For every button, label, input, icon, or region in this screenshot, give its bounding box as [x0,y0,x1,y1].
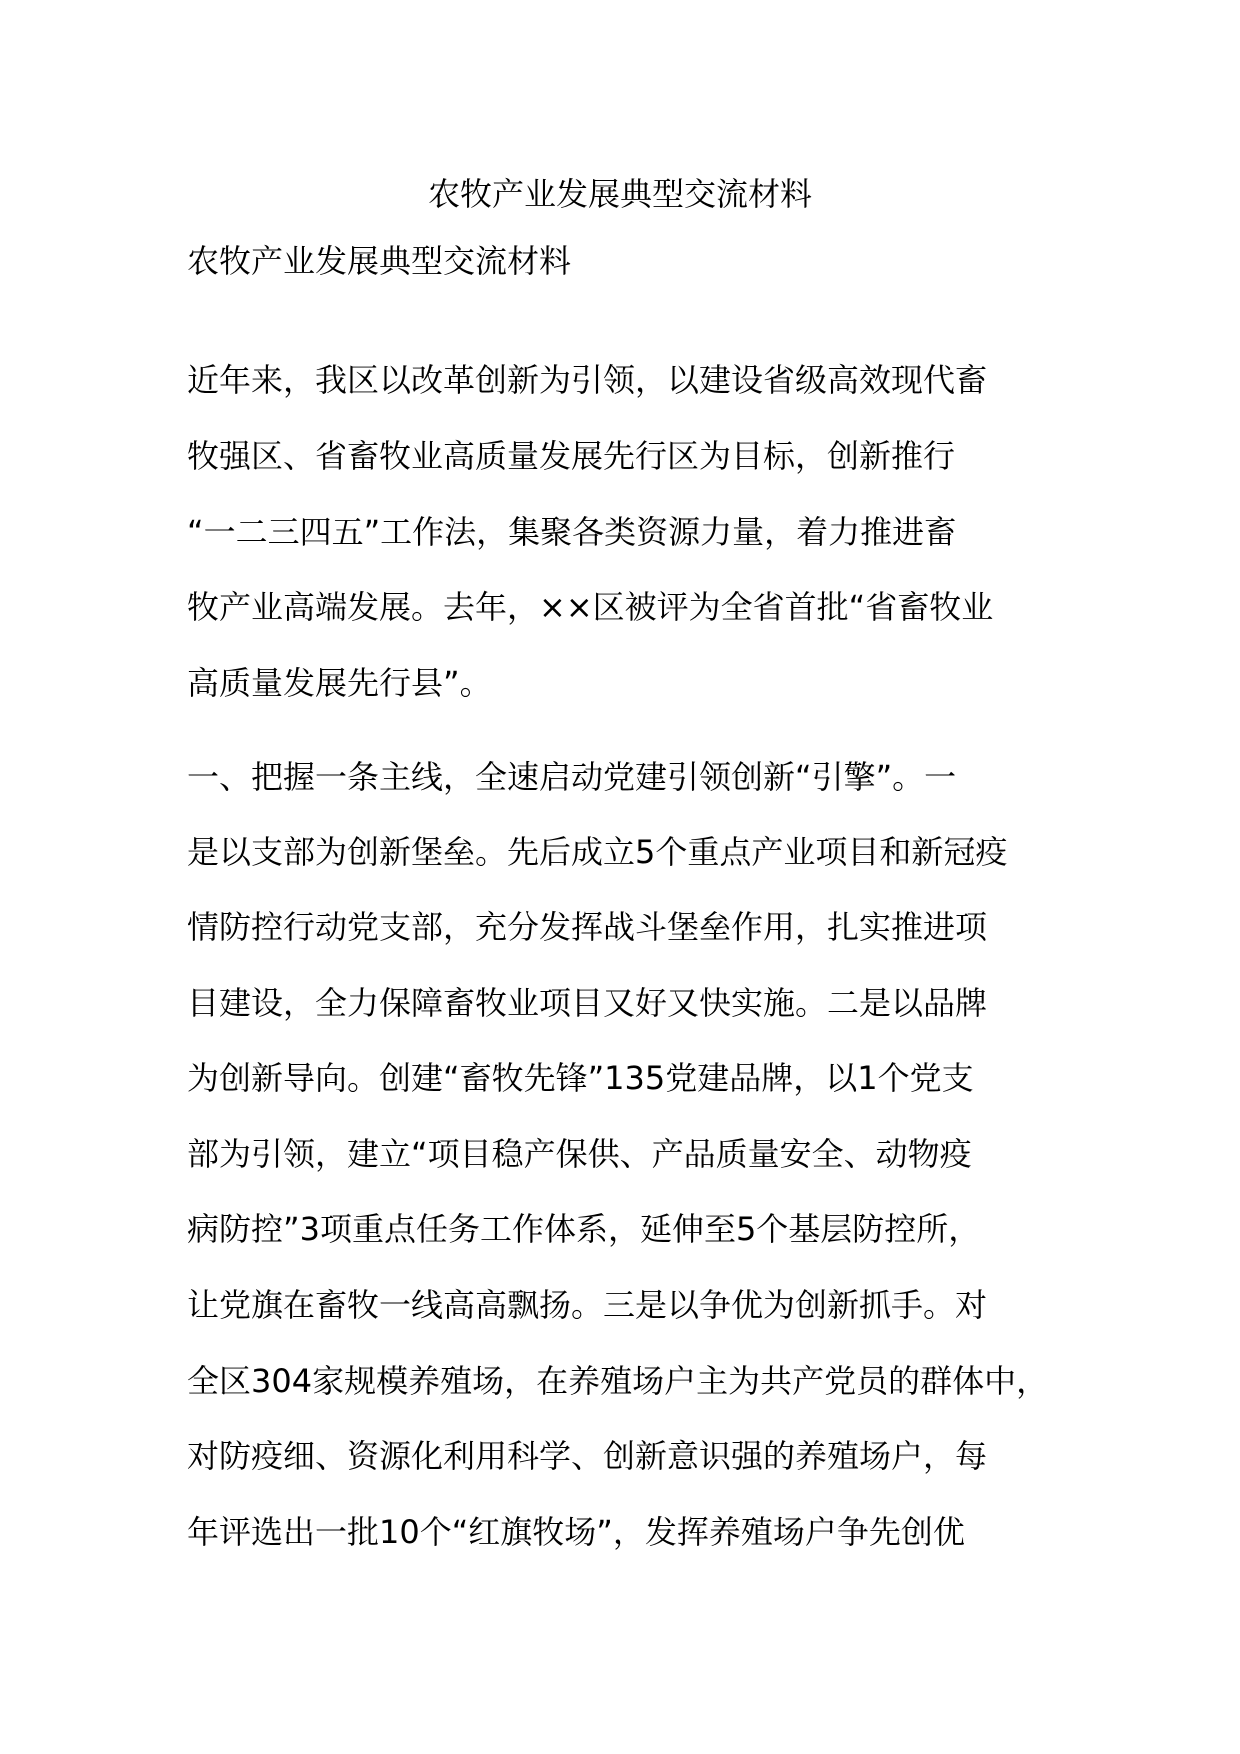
paragraph-line: 病防控”3项重点任务工作体系，延伸至5个基层防控所， [187,1210,981,1248]
paragraph-line: 是以支部为创新堡垒。先后成立5个重点产业项目和新冠疫 [187,833,1008,871]
paragraph-line: “一二三四五”工作法，集聚各类资源力量，着力推进畜 [187,513,957,551]
paragraph-line: 对防疫细、资源化利用科学、创新意识强的养殖场户，每 [187,1437,988,1475]
paragraph-line: 年评选出一批10个“红旗牧场”，发挥养殖场户争先创优 [187,1513,965,1551]
paragraph-line: 情防控行动党支部，充分发挥战斗堡垒作用，扎实推进项 [187,908,988,946]
paragraph-line: 牧强区、省畜牧业高质量发展先行区为目标，创新推行 [187,437,956,475]
paragraph-line: 一、把握一条主线，全速启动党建引领创新“引擎”。一 [187,758,957,796]
paragraph-line: 让党旗在畜牧一线高高飘扬。三是以争优为创新抓手。对 [187,1286,988,1324]
paragraph-line: 近年来，我区以改革创新为引领，以建设省级高效现代畜 [187,361,988,399]
document-title: 农牧产业发展典型交流材料 [427,175,812,213]
paragraph-line: 高质量发展先行县”。 [187,664,492,702]
document-subtitle: 农牧产业发展典型交流材料 [187,242,572,280]
paragraph-line: 全区304家规模养殖场，在养殖场户主为共产党员的群体中， [187,1362,1049,1400]
paragraph-line: 牧产业高端发展。去年，××区被评为全省首批“省畜牧业 [187,588,994,626]
paragraph-line: 目建设，全力保障畜牧业项目又好又快实施。二是以品牌 [187,984,988,1022]
paragraph-line: 部为引领，建立“项目稳产保供、产品质量安全、动物疫 [187,1135,972,1173]
paragraph-line: 为创新导向。创建“畜牧先锋”135党建品牌，以1个党支 [187,1059,974,1097]
